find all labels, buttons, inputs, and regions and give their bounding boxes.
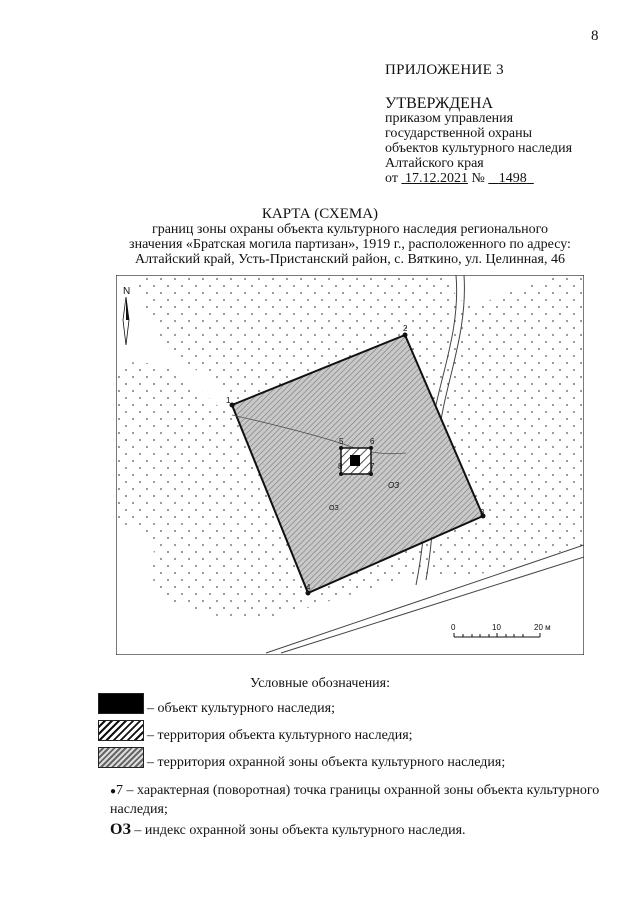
legend-title: Условные обозначения: (249, 676, 391, 691)
point-label-7: 7 (370, 462, 375, 471)
zone-label: ОЗ (329, 505, 339, 512)
svg-text:10: 10 (492, 623, 501, 632)
point-label-5: 5 (339, 437, 344, 446)
number-prefix: № (471, 171, 485, 186)
legend-item-point (110, 782, 610, 819)
point-label-2: 2 (403, 324, 408, 333)
legend-item-index (110, 821, 466, 839)
map-title: КАРТА (СХЕМА) (261, 206, 379, 222)
approval-line-4: Алтайского края (385, 156, 484, 171)
point-symbol-icon: ● (110, 786, 117, 797)
approval-number: 1498 (498, 171, 527, 186)
point-label-1: 1 (226, 396, 231, 405)
svg-text:0: 0 (451, 623, 456, 632)
zone-label: ОЗ (388, 481, 400, 490)
object-swatch (98, 693, 144, 714)
svg-text:20 м: 20 м (534, 623, 551, 632)
date-prefix: от (385, 171, 398, 186)
approval-date-line (385, 171, 572, 186)
approval-block (385, 96, 572, 186)
point-label-8: 8 (338, 462, 343, 471)
point-label-4: 4 (306, 583, 311, 592)
point-text: – характерная (поворотная) точка границы охранной зоны объекта культурного наследия; (110, 783, 600, 817)
index-text: – индекс охранной зоны объекта культурного наследия. (134, 823, 466, 838)
point-label-3: 3 (480, 508, 485, 517)
approval-line-1: приказом управления (385, 111, 514, 126)
appendix-label: ПРИЛОЖЕНИЕ 3 (385, 62, 504, 78)
approval-line-3: объектов культурного наследия (385, 141, 573, 156)
heritage-object (350, 455, 360, 466)
map-subtitle: границ зоны охраны объекта культурного наследия регионального значения «Братская могила партизан», 1919 г., расположенного по адресу: Алтайский край, Усть-Пристанский район, с. Вяткино, ул. Целинная, 46 (129, 222, 571, 267)
svg-text:N: N (123, 286, 131, 297)
territory-swatch (98, 720, 144, 741)
index-code: ОЗ (110, 821, 131, 838)
approval-line-2: государственной охраны (385, 126, 533, 141)
point-symbol-label: 7 (116, 783, 124, 798)
point-label-6: 6 (370, 437, 375, 446)
page-number: 8 (591, 28, 599, 44)
approval-title: УТВЕРЖДЕНА (385, 95, 494, 112)
boundary-map (116, 275, 584, 655)
approval-date: 17.12.2021 (404, 171, 468, 186)
zone-swatch (98, 747, 144, 768)
